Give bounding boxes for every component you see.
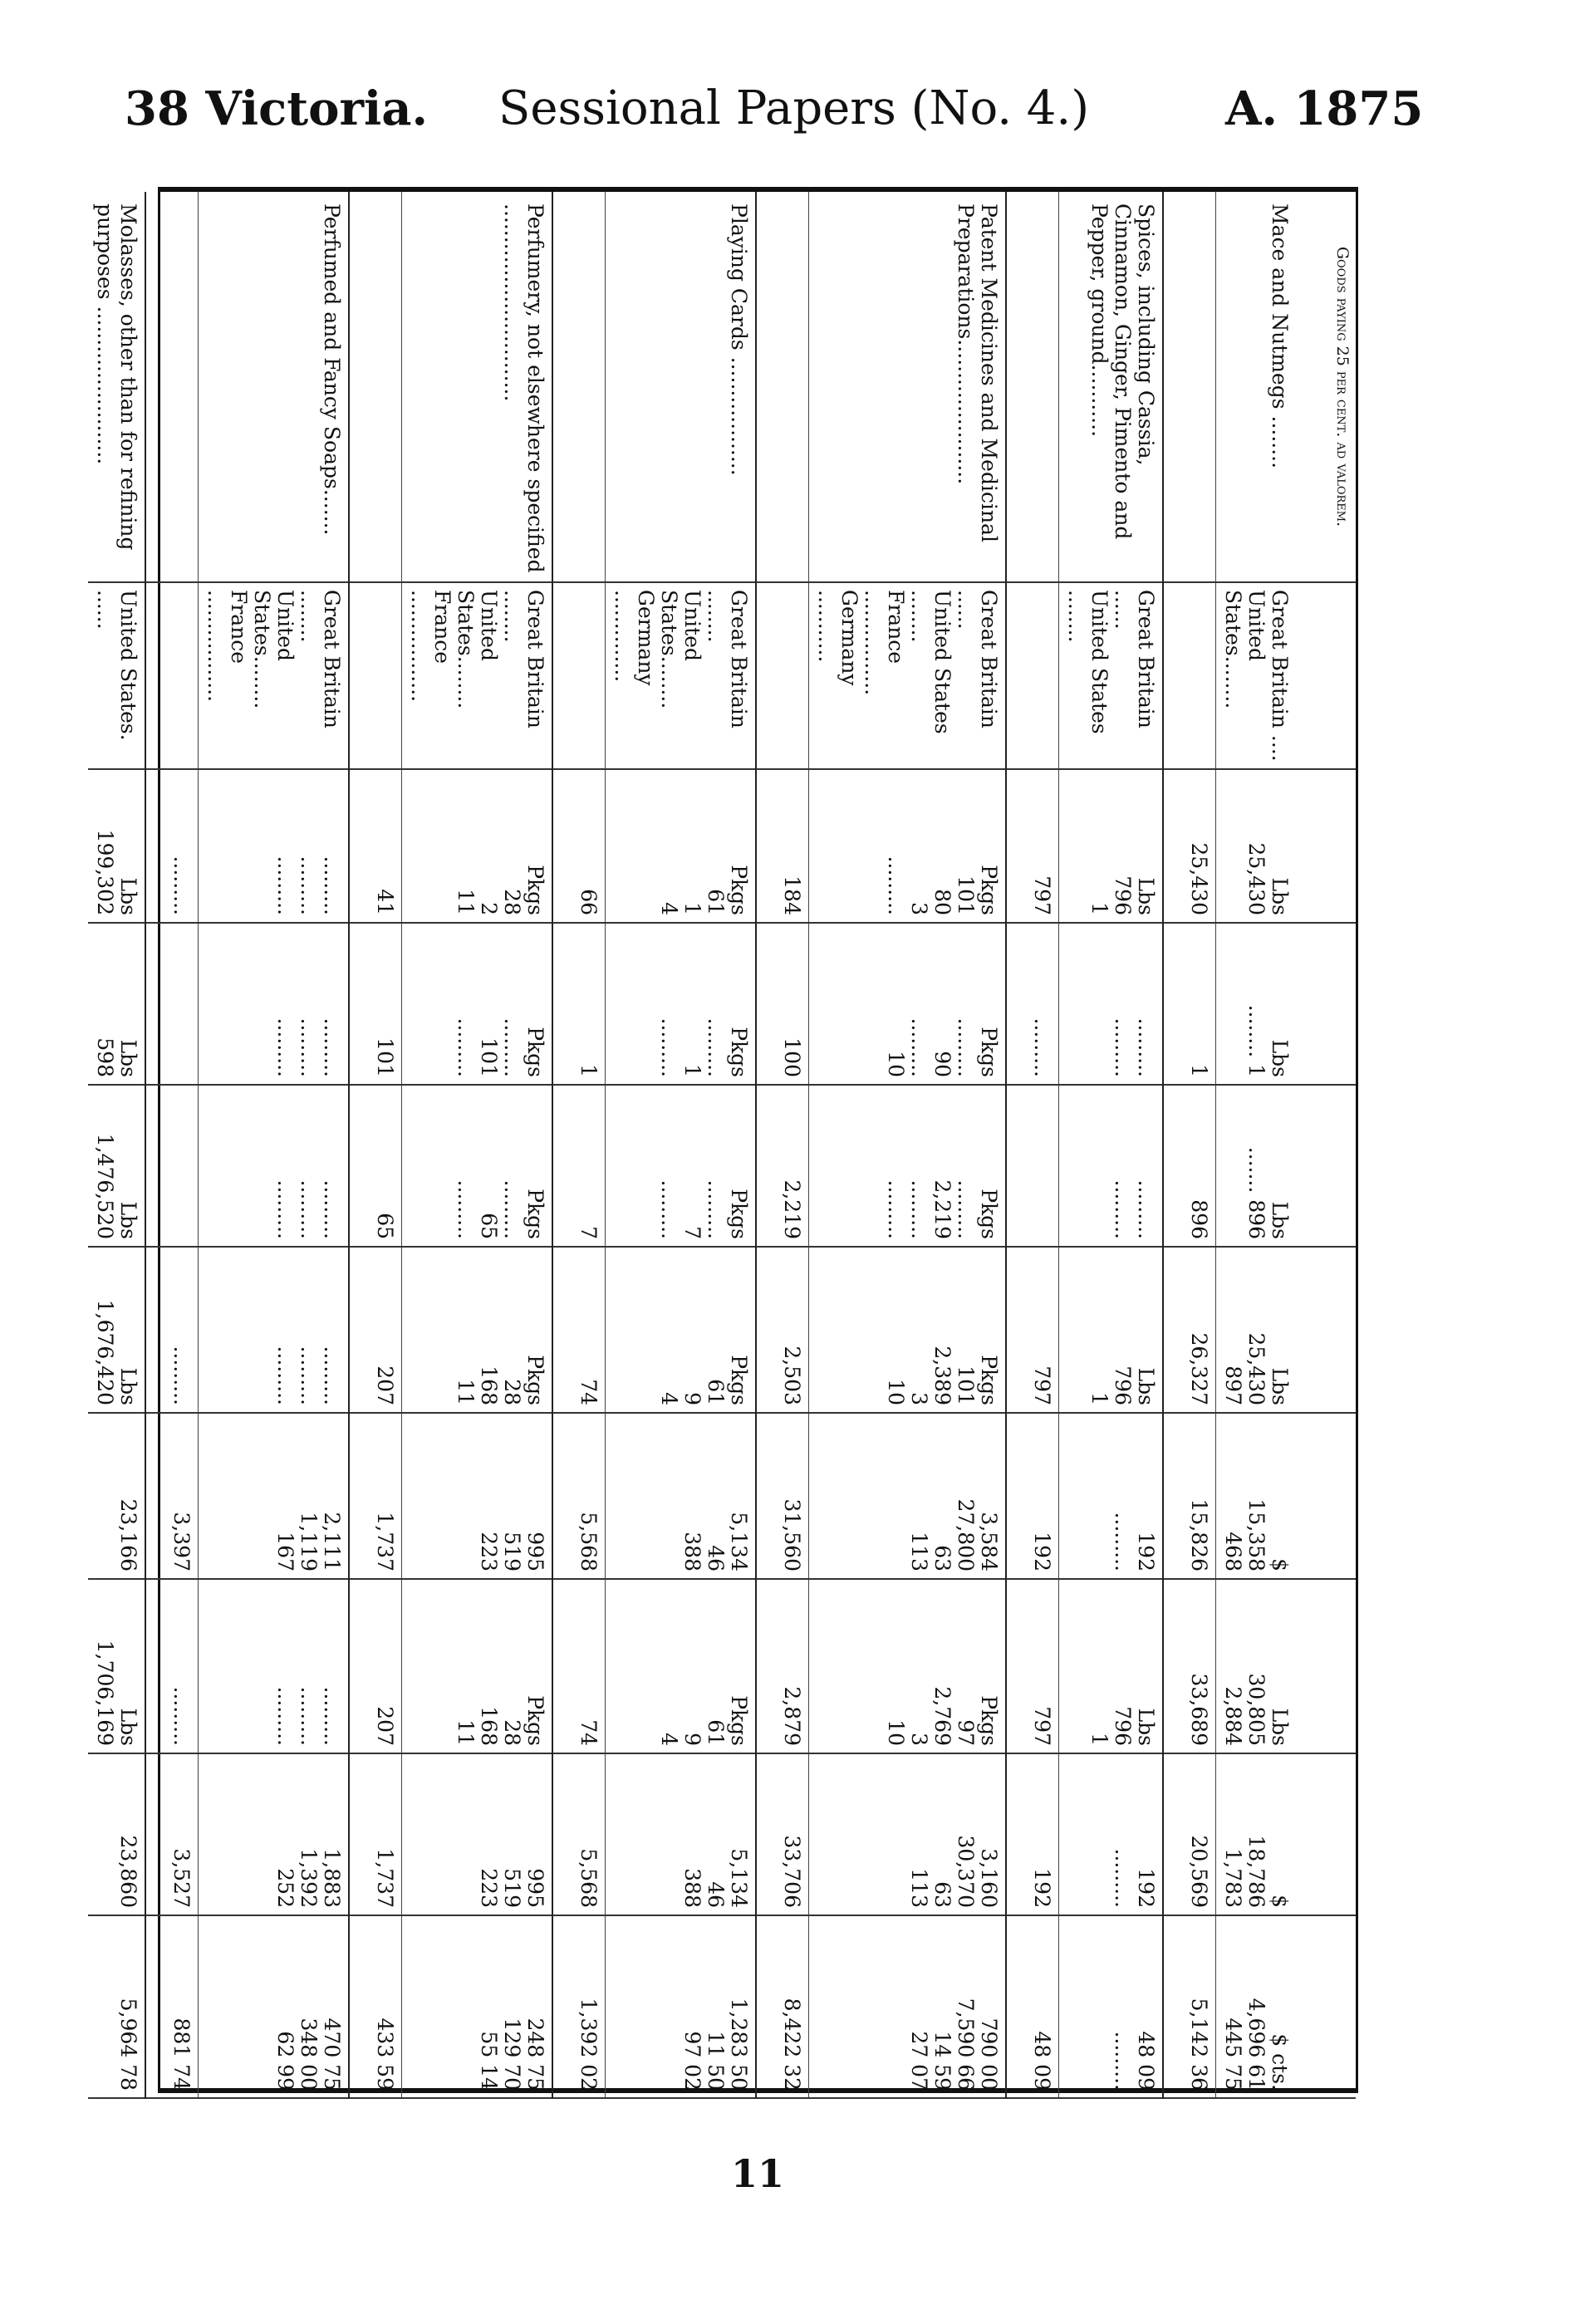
total-cell: 31,560 [756,1413,809,1579]
group-row [199,192,350,2098]
total-cell: 20,569 [1163,1753,1216,1915]
country-list: United States. ...... [88,582,145,769]
cell: Lbs 796 1 [1059,1247,1164,1413]
cell: Lbs 1,476,520 [88,1085,145,1247]
cell: 995 519 223 [402,1753,553,1915]
cell: Pkgs 101 2,389 3 10 [809,1247,1007,1413]
country-list: Great Britain ...... United States ........ [1059,582,1164,769]
total-cell: 8,422 32 [756,1915,809,2098]
group-row [88,192,145,2098]
cell: 1,283 50 11 50 97 02 [606,1915,757,2098]
cell: 23,860 [88,1753,145,1915]
cell: Lbs 796 1 [1059,1579,1164,1753]
total-cell: 1 [1163,923,1216,1085]
country-list: Great Britain ........ United States........ Germany .............. [606,582,757,769]
total-cell: 100 [756,923,809,1085]
total-cell: 26,327 [1163,1247,1216,1413]
cell: Lbs 1,706,169 [88,1579,145,1753]
cell: Pkgs 101 80 3 ......... [809,769,1007,923]
total-cell: 2,503 [756,1247,809,1413]
cell: 48 09 ......... [1059,1915,1164,2098]
cell: Lbs 25,430 [1216,769,1297,923]
cell: 5,134 46 388 [606,1413,757,1579]
total-row [552,192,606,2098]
total-cell: 1 [552,923,606,1085]
total-cell: 192 [1006,1753,1059,1915]
cell: Lbs 1,676,420 [88,1247,145,1413]
cell: $ 18,786 1,783 [1216,1753,1297,1915]
total-cell: 5,568 [552,1413,606,1579]
cell: 995 519 223 [402,1413,553,1579]
section-heading-row [1296,192,1356,2098]
total-row [1163,192,1216,2098]
country-list: Great Britain ........ United States........ France ................. [402,582,553,769]
cell: Pkgs ......... 65 ......... [402,1085,553,1247]
total-cell: 184 [756,769,809,923]
total-cell [1006,1085,1059,1247]
cell: 192 ......... [1059,1753,1164,1915]
total-cell: 797 [1006,1247,1059,1413]
total-row [1006,192,1059,2098]
article-name: Patent Medicines and Medicinal Preparations...................... [809,192,1007,582]
total-cell: 25,430 [1163,769,1216,923]
article-name: Perfumery, not elsewhere specified .............................. [402,192,553,582]
total-cell: 74 [552,1247,606,1413]
cell: Pkgs ......... 101 ......... [402,923,553,1085]
cell: 790 00 7,590 66 14 59 27 07 [809,1915,1007,2098]
group-row [606,192,757,2098]
cell: 192 ......... [1059,1413,1164,1579]
total-cell: 207 [349,1247,402,1413]
cell: Pkgs ......... 1 ......... [606,923,757,1085]
total-row [145,192,199,2098]
cell: ......... ......... ......... [199,1085,350,1247]
article-name: Mace and Nutmegs ........ [1216,192,1297,582]
cell: Lbs ........ 1 [1216,923,1297,1085]
cell: Lbs 30,805 2,884 [1216,1579,1297,1753]
country-list: Great Britain .... United States........ [1216,582,1297,769]
country-list: Great Britain ........ United States........ France ................. [199,582,350,769]
cell: ......... ......... ......... [199,1579,350,1753]
cell: 3,160 30,370 63 113 [809,1753,1007,1915]
header-year: A. 1875 [1225,81,1424,136]
total-cell: 3,527 [145,1753,199,1915]
total-cell: 3,397 [145,1413,199,1579]
cell: $ 15,358 468 [1216,1413,1297,1579]
cell: ......... ......... [1059,923,1164,1085]
cell: $ cts. 4,696 61 445 75 [1216,1915,1297,2098]
cell: Lbs ....... 896 [1216,1085,1297,1247]
header-title: Sessional Papers (No. 4.) [498,81,1090,135]
cell: Pkgs 61 1 4 [606,769,757,923]
cell: Pkgs ......... 90 ......... 10 [809,923,1007,1085]
total-cell: ......... [145,1247,199,1413]
cell: Pkgs 28 168 11 [402,1247,553,1413]
cell: Lbs 796 1 [1059,769,1164,923]
total-cell: 33,689 [1163,1579,1216,1753]
cell: 5,964 78 [88,1915,145,2098]
total-cell: 192 [1006,1413,1059,1579]
total-cell: ......... [145,1579,199,1753]
total-cell: 2,219 [756,1085,809,1247]
total-cell: 5,142 36 [1163,1915,1216,2098]
cell: 23,166 [88,1413,145,1579]
cell: Pkgs 28 2 11 [402,769,553,923]
cell: 2,111 1,119 167 [199,1413,350,1579]
article-name: Spices, including Cassia, Cinnamon, Ginger, Pimento and Pepper, ground........... [1059,192,1164,582]
total-cell: 7 [552,1085,606,1247]
group-row [809,192,1007,2098]
total-cell: 48 09 [1006,1915,1059,2098]
cell: Pkgs 28 168 11 [402,1579,553,1753]
total-cell: 1,737 [349,1753,402,1915]
total-cell: 1,737 [349,1413,402,1579]
total-cell: 65 [349,1085,402,1247]
cell: Pkgs 61 9 4 [606,1247,757,1413]
cell: ......... ......... ......... [199,923,350,1085]
country-list: Great Britain ...... United States ........ France ................ Germany ........... [809,582,1007,769]
cell: ......... ......... [1059,1085,1164,1247]
cell: 470 75 348 00 62 99 [199,1915,350,2098]
section-heading: Goods paying 25 per cent. ad valorem. [1296,192,1356,582]
total-cell: 66 [552,769,606,923]
cell: Lbs 25,430 897 [1216,1247,1297,1413]
total-cell: 433 59 [349,1915,402,2098]
total-cell: 74 [552,1579,606,1753]
total-cell: 797 [1006,1579,1059,1753]
total-cell: ......... [145,769,199,923]
cell: Pkgs ......... 2,219 ......... ......... [809,1085,1007,1247]
page-number: 11 [731,2151,785,2196]
article-name: Molasses, other than for refining purposes ........................ [88,192,145,582]
cell: Lbs 598 [88,923,145,1085]
cell: Lbs 199,302 [88,769,145,923]
total-cell: 15,826 [1163,1413,1216,1579]
cell: 1,883 1,392 252 [199,1753,350,1915]
group-row [1216,192,1297,2098]
total-cell: 2,879 [756,1579,809,1753]
total-cell: 5,568 [552,1753,606,1915]
total-cell: 896 [1163,1085,1216,1247]
cell: Pkgs 61 9 4 [606,1579,757,1753]
total-row [349,192,402,2098]
total-cell: 1,392 02 [552,1915,606,2098]
group-row [402,192,553,2098]
goods-table [88,192,1356,2099]
total-cell [145,923,199,1085]
cell: Pkgs ......... 7 ......... [606,1085,757,1247]
total-cell [145,1085,199,1247]
total-cell: 207 [349,1579,402,1753]
cell: 3,584 27,800 63 113 [809,1413,1007,1579]
article-name: Perfumed and Fancy Soaps....... [199,192,350,582]
total-cell: ......... [1006,923,1059,1085]
article-name: Playing Cards .................. [606,192,757,582]
total-cell: 101 [349,923,402,1085]
cell: Pkgs 97 2,769 3 10 [809,1579,1007,1753]
total-cell: 881 74 [145,1915,199,2098]
cell: ......... ......... ......... [199,769,350,923]
total-cell: 797 [1006,769,1059,923]
group-row [1059,192,1164,2098]
rotated-table [93,187,1358,2093]
header-volume: 38 Victoria. [125,81,429,136]
cell: 5,134 46 388 [606,1753,757,1915]
total-cell: 41 [349,769,402,923]
total-cell: 33,706 [756,1753,809,1915]
total-row [756,192,809,2098]
cell: 248 75 129 70 55 14 [402,1915,553,2098]
cell: ......... ......... ......... [199,1247,350,1413]
